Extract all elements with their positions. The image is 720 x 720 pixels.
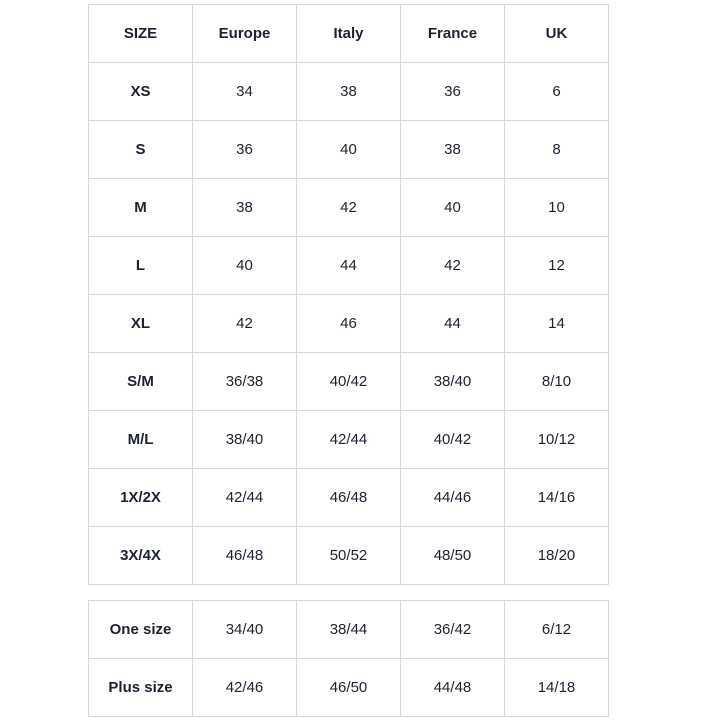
cell-uk: 14/18 — [505, 659, 609, 717]
row-label: 3X/4X — [89, 527, 193, 585]
table-row — [89, 295, 609, 353]
cell-italy: 46/48 — [297, 469, 401, 527]
row-label: S — [89, 121, 193, 179]
cell-italy: 46 — [297, 295, 401, 353]
cell-europe: 36 — [193, 121, 297, 179]
cell-italy: 42/44 — [297, 411, 401, 469]
cell-italy: 40 — [297, 121, 401, 179]
cell-france: 40/42 — [401, 411, 505, 469]
main-size-table-container — [88, 4, 608, 585]
cell-france: 36/42 — [401, 601, 505, 659]
secondary-size-table — [88, 600, 609, 717]
cell-uk: 6 — [505, 63, 609, 121]
cell-france: 44 — [401, 295, 505, 353]
cell-uk: 10 — [505, 179, 609, 237]
row-label: 1X/2X — [89, 469, 193, 527]
table-row — [89, 179, 609, 237]
cell-france: 42 — [401, 237, 505, 295]
cell-france: 36 — [401, 63, 505, 121]
table-row — [89, 527, 609, 585]
cell-europe: 42/44 — [193, 469, 297, 527]
row-label: One size — [89, 601, 193, 659]
cell-italy: 42 — [297, 179, 401, 237]
table-row — [89, 353, 609, 411]
cell-italy: 38/44 — [297, 601, 401, 659]
cell-italy: 44 — [297, 237, 401, 295]
cell-france: 48/50 — [401, 527, 505, 585]
cell-europe: 34/40 — [193, 601, 297, 659]
cell-europe: 36/38 — [193, 353, 297, 411]
column-header-france: France — [401, 5, 505, 63]
row-label: M/L — [89, 411, 193, 469]
table-row — [89, 121, 609, 179]
table-row — [89, 63, 609, 121]
cell-france: 40 — [401, 179, 505, 237]
cell-europe: 34 — [193, 63, 297, 121]
cell-france: 44/46 — [401, 469, 505, 527]
table-row — [89, 659, 609, 717]
cell-france: 38 — [401, 121, 505, 179]
table-row — [89, 601, 609, 659]
column-header-uk: UK — [505, 5, 609, 63]
cell-europe: 46/48 — [193, 527, 297, 585]
column-header-italy: Italy — [297, 5, 401, 63]
cell-italy: 40/42 — [297, 353, 401, 411]
table-row — [89, 469, 609, 527]
main-size-table-header — [89, 5, 609, 63]
cell-uk: 10/12 — [505, 411, 609, 469]
table-row — [89, 411, 609, 469]
column-header-europe: Europe — [193, 5, 297, 63]
cell-france: 38/40 — [401, 353, 505, 411]
cell-france: 44/48 — [401, 659, 505, 717]
row-label: S/M — [89, 353, 193, 411]
cell-europe: 40 — [193, 237, 297, 295]
cell-italy: 50/52 — [297, 527, 401, 585]
secondary-size-table-container — [88, 600, 608, 717]
cell-europe: 42/46 — [193, 659, 297, 717]
cell-italy: 38 — [297, 63, 401, 121]
row-label: Plus size — [89, 659, 193, 717]
cell-uk: 6/12 — [505, 601, 609, 659]
row-label: XS — [89, 63, 193, 121]
cell-uk: 8 — [505, 121, 609, 179]
cell-europe: 42 — [193, 295, 297, 353]
cell-uk: 14/16 — [505, 469, 609, 527]
cell-uk: 14 — [505, 295, 609, 353]
main-size-table — [88, 4, 609, 585]
cell-europe: 38 — [193, 179, 297, 237]
secondary-size-table-body — [89, 601, 609, 717]
main-size-table-body — [89, 63, 609, 585]
cell-uk: 8/10 — [505, 353, 609, 411]
cell-uk: 12 — [505, 237, 609, 295]
cell-europe: 38/40 — [193, 411, 297, 469]
table-row — [89, 237, 609, 295]
cell-italy: 46/50 — [297, 659, 401, 717]
row-label: XL — [89, 295, 193, 353]
row-label: M — [89, 179, 193, 237]
table-header-row — [89, 5, 609, 63]
row-label: L — [89, 237, 193, 295]
column-header-size: SIZE — [89, 5, 193, 63]
cell-uk: 18/20 — [505, 527, 609, 585]
